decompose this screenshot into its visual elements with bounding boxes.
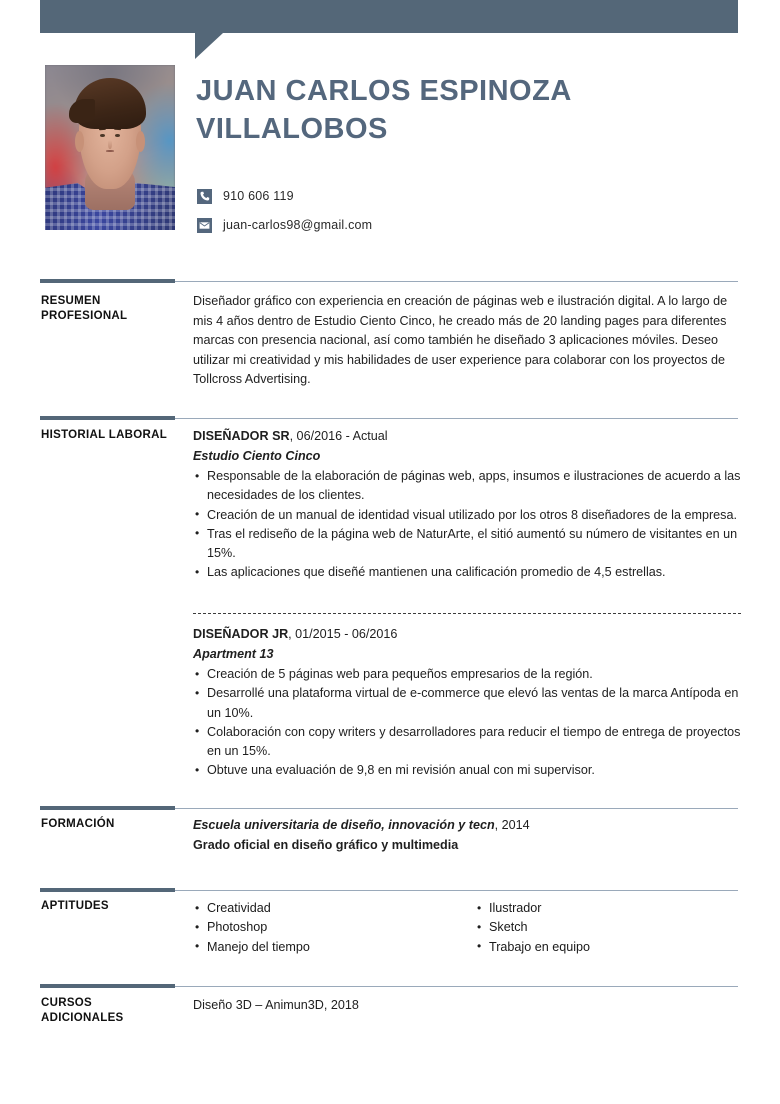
experience-job-2 bbox=[193, 624, 741, 781]
education-degree: Grado oficial en diseño gráfico y multimedia bbox=[193, 838, 459, 852]
summary-text: Diseñador gráfico con experiencia en creación de páginas web e ilustración digital. A lo largo de mis 4 años dentro de Estudio Ciento Cinco, he creado más de 20 landing pages para diferentes marcas con presencia nacional, así como también he diseñado 3 aplicaciones móviles. Deseo utilizar mi creatividad y mis habilidades de user experience para colaborar con los proyectos de Tollcross Advertising. bbox=[193, 294, 728, 386]
job-1-bullets bbox=[193, 467, 741, 583]
list-item: • Ilustrador bbox=[475, 899, 741, 918]
experience-job-1 bbox=[193, 426, 741, 583]
candidate-name-line1: JUAN CARLOS ESPINOZA bbox=[196, 75, 572, 107]
education-year: , 2014 bbox=[494, 818, 530, 832]
job-2-title-line bbox=[193, 624, 741, 644]
rule-summary bbox=[40, 281, 738, 282]
job-divider bbox=[193, 613, 741, 614]
photo-eye-left bbox=[100, 134, 105, 137]
list-item: • Colaboración con copy writers y desarrolladores para reducir el tiempo de entrega de proyectos en un 15%. bbox=[193, 723, 741, 762]
list-item: • Trabajo en equipo bbox=[475, 938, 741, 957]
rule-courses bbox=[40, 986, 738, 987]
contact-email-value: juan-carlos98@gmail.com bbox=[223, 218, 373, 232]
list-item: • Photoshop bbox=[193, 918, 475, 937]
phone-icon bbox=[197, 189, 212, 204]
contact-phone-value: 910 606 119 bbox=[223, 189, 294, 203]
job-1-company: Estudio Ciento Cinco bbox=[193, 449, 321, 463]
education-school-line bbox=[193, 815, 741, 835]
header-banner-tail bbox=[195, 33, 223, 59]
candidate-name bbox=[196, 72, 646, 148]
profile-photo bbox=[45, 65, 175, 230]
contact-phone[interactable] bbox=[197, 189, 294, 204]
list-item: • Creatividad bbox=[193, 899, 475, 918]
job-2-position: DISEÑADOR JR bbox=[193, 627, 289, 641]
mail-icon bbox=[197, 218, 212, 233]
candidate-name-line2: VILLALOBOS bbox=[196, 113, 388, 145]
list-item: • Creación de 5 páginas web para pequeños empresarios de la región. bbox=[193, 665, 741, 684]
section-label-education: FORMACIÓN bbox=[41, 818, 115, 830]
skills-list bbox=[193, 898, 741, 957]
skills-column-left bbox=[193, 898, 475, 957]
courses-list bbox=[193, 995, 741, 1015]
section-label-skills: APTITUDES bbox=[41, 900, 109, 912]
photo-mouth bbox=[106, 150, 113, 152]
list-item: • Las aplicaciones que diseñé mantienen una calificación promedio de 4,5 estrellas. bbox=[193, 563, 741, 582]
list-item: • Manejo del tiempo bbox=[193, 938, 475, 957]
course-item: Diseño 3D – Animun3D, 2018 bbox=[193, 998, 359, 1012]
section-label-courses bbox=[41, 996, 186, 1026]
job-2-dates: , 01/2015 - 06/2016 bbox=[288, 627, 398, 641]
education-school: Escuela universitaria de diseño, innovación y tecn bbox=[193, 818, 495, 832]
rule-education bbox=[40, 808, 738, 809]
list-item: • Sketch bbox=[475, 918, 741, 937]
list-item: • Responsable de la elaboración de páginas web, apps, insumos e ilustraciones de acuerdo a las necesidades de los clientes. bbox=[193, 467, 741, 506]
job-1-title-line bbox=[193, 426, 741, 446]
rule-skills bbox=[40, 890, 738, 891]
list-item: • Tras el rediseño de la página web de NaturArte, el sitió aumentó su número de visitantes en un 15%. bbox=[193, 525, 741, 564]
list-item: • Creación de un manual de identidad visual utilizado por los otros 8 diseñadores de la empresa. bbox=[193, 506, 741, 525]
section-label-courses-line1: CURSOS bbox=[41, 997, 93, 1009]
rule-experience bbox=[40, 418, 738, 419]
section-label-summary bbox=[41, 294, 186, 324]
contact-email[interactable] bbox=[197, 218, 372, 233]
job-2-company: Apartment 13 bbox=[193, 647, 274, 661]
skills-left-items bbox=[193, 899, 475, 957]
header-banner bbox=[40, 0, 738, 33]
section-label-summary-line2: PROFESIONAL bbox=[41, 310, 128, 322]
section-label-experience: HISTORIAL LABORAL bbox=[41, 429, 168, 441]
education-entry bbox=[193, 815, 741, 855]
photo-eye-right bbox=[115, 134, 120, 137]
list-item: • Obtuve una evaluación de 9,8 en mi revisión anual con mi supervisor. bbox=[193, 761, 741, 780]
job-2-bullets bbox=[193, 665, 741, 781]
skills-column-right bbox=[475, 898, 741, 957]
section-label-summary-line1: RESUMEN bbox=[41, 295, 101, 307]
section-label-courses-line2: ADICIONALES bbox=[41, 1012, 124, 1024]
photo-nose bbox=[108, 140, 111, 149]
job-1-position: DISEÑADOR SR bbox=[193, 429, 290, 443]
list-item: • Desarrollé una plataforma virtual de e-commerce que elevó las ventas de la marca Antípoda en un 10%. bbox=[193, 684, 741, 723]
job-1-dates: , 06/2016 - Actual bbox=[289, 429, 388, 443]
skills-right-items bbox=[475, 899, 741, 957]
